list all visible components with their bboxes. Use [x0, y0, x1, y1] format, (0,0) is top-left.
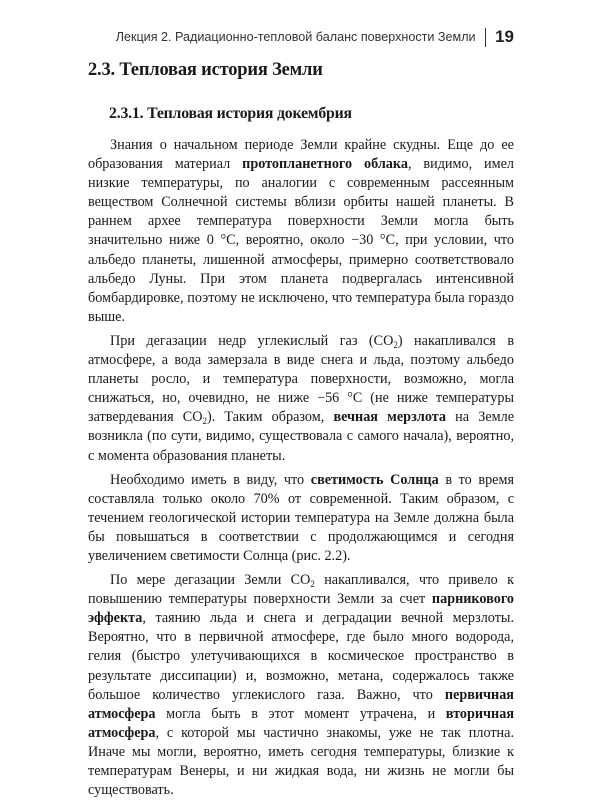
- subsection-title: 2.3.1. Тепловая история докембрия: [109, 105, 352, 122]
- term-secondary-atmosphere: вторичная атмосфера: [88, 705, 514, 741]
- page-header: [88, 27, 514, 47]
- header-divider: [485, 28, 487, 47]
- subscript: 2: [310, 579, 315, 590]
- page-number: 19: [495, 27, 514, 46]
- subscript: 2: [202, 416, 207, 427]
- term-solar-luminosity: светимость Солнца: [310, 471, 439, 488]
- body-text: [88, 136, 514, 805]
- term-greenhouse-effect: парникового эффекта: [88, 591, 514, 627]
- paragraph-text: в то время составляла только около 70% от современной. Таким образом, с течением геологической истории температура на Земле должна была бы повышаться в соответствии с продолжающимся и сегодня увеличением светимости Солнца (рис. 2.2).: [88, 471, 514, 564]
- subscript: 2: [393, 339, 398, 350]
- paragraph-3: [88, 471, 514, 566]
- term-protoplanetary-cloud: протопланетного облака: [242, 156, 408, 173]
- paragraph-text: , с которой мы частично знакомы, уже не так плотна. Иначе мы могли, вероятно, иметь сегодня температуры, близкие к температурам Венеры, и ни жидкая вода, ни жизнь не могли бы существовать.: [88, 724, 514, 799]
- paragraph-text: накапливался, что привело к повышению температуры поверхности Земли за счет: [88, 572, 514, 608]
- paragraph-text: ). Таким образом,: [206, 409, 334, 426]
- paragraph-text: По мере дегазации Земли CO: [110, 572, 311, 589]
- term-primary-atmosphere: первичная атмосфера: [88, 686, 514, 722]
- running-title: Лекция 2. Радиационно-тепловой баланс поверхности Земли: [115, 30, 476, 44]
- paragraph-text: Знания о начальном периоде Земли крайне скудны. Еще до ее образования материал: [88, 137, 514, 173]
- paragraph-text: ) накапливался в атмосфере, а вода замерзала в виде снега и льда, поэтому альбедо планеты росло, и температура поверхности, возможно, могла снижаться, но, очевидно, не ниже −56 °C (не ниже температуры затвердевания CO: [88, 332, 515, 426]
- paragraph-text: , таянию льда и снега и деградации вечной мерзлоты. Вероятно, что в первичной атмосфере, где было много водорода, гелия (быстро улетучивающихся в космическое пространство в результате диссипации) и, возможно, метана, содержалось также большое количество углекислого газа. Важно, что: [88, 610, 514, 703]
- section-title: 2.3. Тепловая история Земли: [88, 60, 323, 80]
- paragraph-text: на Земле возникла (по сути, видимо, существовала с самого начала), вероятно, с момента образования планеты.: [88, 409, 514, 464]
- paragraph-text: Необходимо иметь в виду, что: [110, 471, 311, 488]
- paragraph-text: При дегазации недр углекислый газ (CO: [110, 332, 394, 349]
- term-permafrost: вечная мерзлота: [333, 409, 446, 426]
- paragraph-text: могла быть в этот момент утрачена, и: [155, 705, 446, 722]
- paragraph-4: [88, 571, 514, 800]
- paragraph-text: , видимо, имел низкие температуры, по аналогии с современным рассеянным веществом Солнечной системы вблизи орбиты нашей планеты. В раннем архее температура поверхности Земли могла быть значительно ниже 0 °C, вероятно, около −30 °C, при условии, что альбедо планеты, лишенной атмосферы, примерно соответствовало альбедо Луны. При этом планета подвергалась интенсивной бомбардировке, поэтому не исключено, что температура была гораздо выше.: [88, 156, 514, 325]
- paragraph-2: [88, 332, 514, 466]
- paragraph-1: [88, 136, 514, 327]
